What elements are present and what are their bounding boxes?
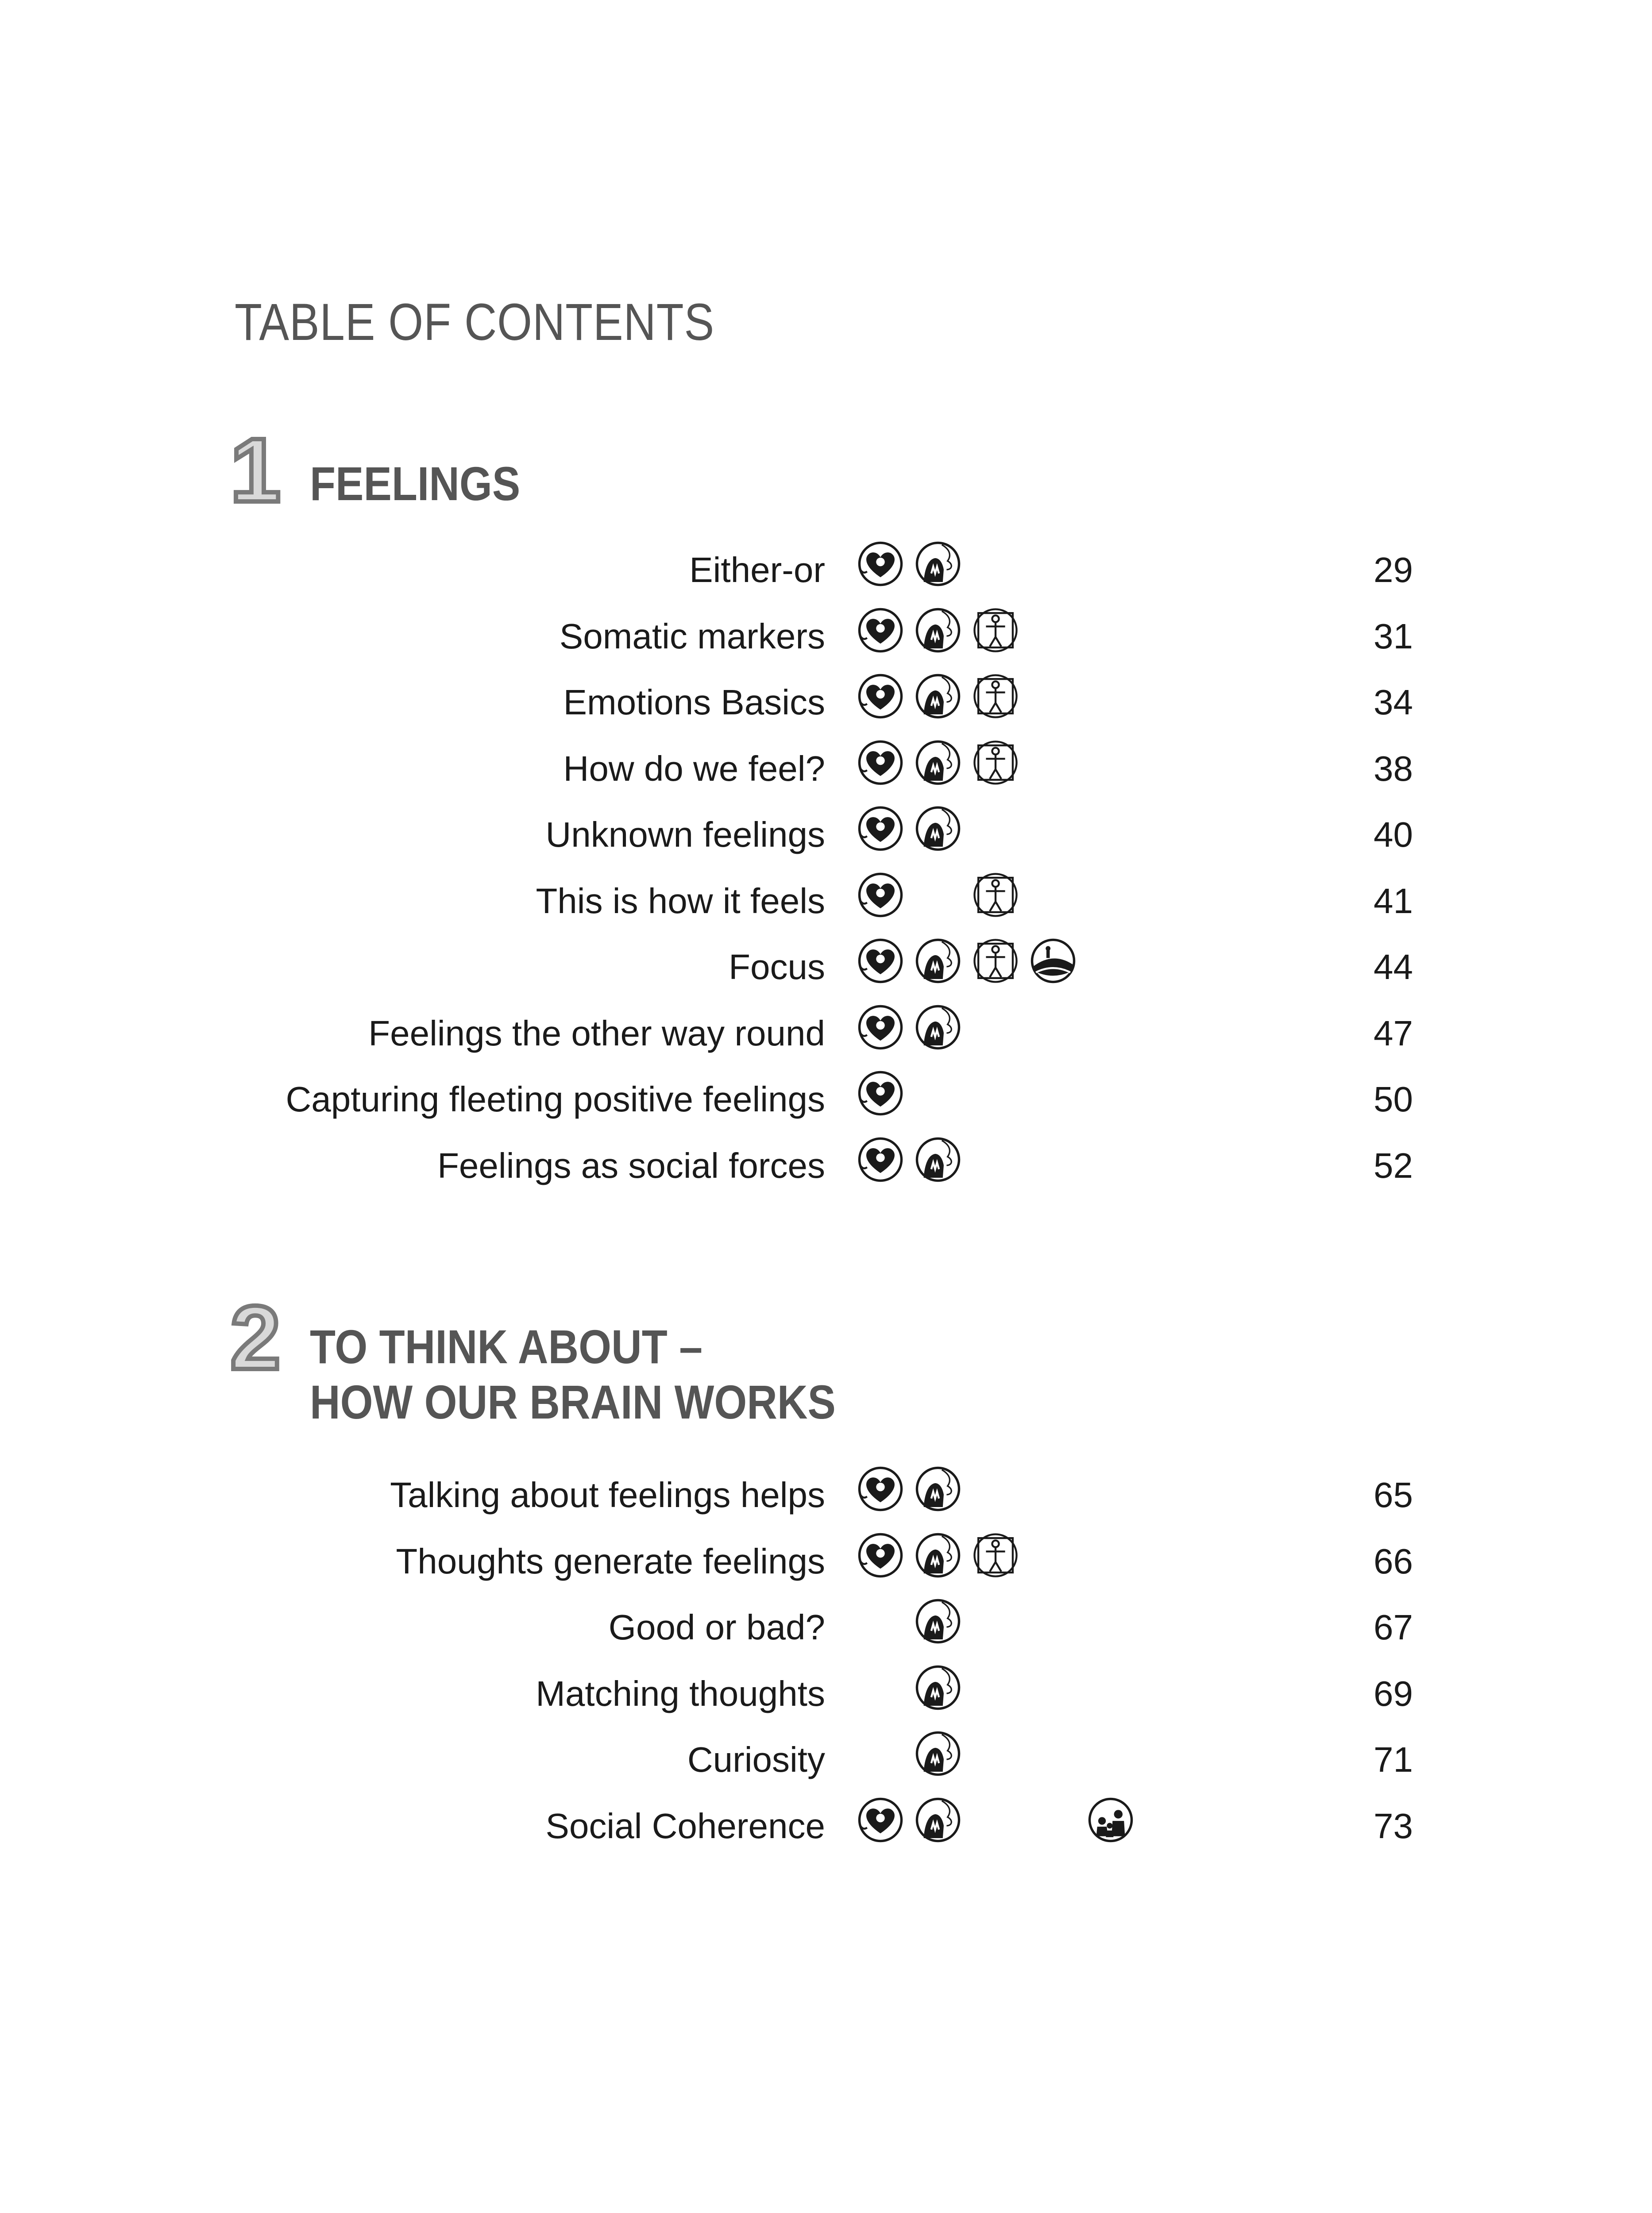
figure-icon bbox=[972, 871, 1019, 919]
entry-title: Talking about feelings helps bbox=[390, 1475, 825, 1515]
chapter-heading bbox=[310, 456, 520, 511]
heart-icon bbox=[857, 1069, 904, 1117]
entry-title: Either-or bbox=[689, 550, 825, 590]
entry-title: Unknown feelings bbox=[545, 815, 825, 854]
toc-entry[interactable] bbox=[0, 1465, 1652, 1531]
toc-entry[interactable] bbox=[0, 1531, 1652, 1598]
page-number: 67 bbox=[1374, 1608, 1413, 1647]
entry-title: Curiosity bbox=[687, 1740, 825, 1779]
heart-icon bbox=[857, 937, 904, 985]
entry-title: This is how it feels bbox=[536, 881, 825, 921]
heart-icon bbox=[857, 1465, 904, 1513]
toc-entry[interactable] bbox=[0, 1136, 1652, 1202]
face-icon bbox=[914, 739, 962, 787]
page-number: 69 bbox=[1374, 1673, 1413, 1713]
entry-title: Matching thoughts bbox=[536, 1673, 825, 1713]
chapter-heading bbox=[310, 1319, 836, 1430]
page-number: 34 bbox=[1374, 682, 1413, 722]
toc-entry[interactable] bbox=[0, 1730, 1652, 1796]
entry-title: Focus bbox=[729, 947, 825, 987]
face-icon bbox=[914, 540, 962, 588]
heart-icon bbox=[857, 540, 904, 588]
chapter-heading-line: TO THINK ABOUT – bbox=[310, 1320, 703, 1373]
face-icon bbox=[914, 805, 962, 852]
chapter-heading-line: FEELINGS bbox=[310, 457, 521, 510]
entry-title: Feelings as social forces bbox=[437, 1145, 825, 1185]
figure-icon bbox=[972, 1531, 1019, 1579]
heart-icon bbox=[857, 871, 904, 919]
page-number: 65 bbox=[1374, 1475, 1413, 1515]
entry-title: Somatic markers bbox=[559, 616, 825, 656]
landscape-icon bbox=[1029, 937, 1077, 985]
page-number: 50 bbox=[1374, 1080, 1413, 1119]
toc-entry[interactable] bbox=[0, 805, 1652, 871]
toc-entry[interactable] bbox=[0, 672, 1652, 739]
page-number: 31 bbox=[1374, 616, 1413, 656]
figure-icon bbox=[972, 937, 1019, 985]
toc-entry[interactable] bbox=[0, 937, 1652, 1003]
chapter-number: 1 bbox=[230, 420, 281, 521]
heart-icon bbox=[857, 1136, 904, 1184]
page-number: 52 bbox=[1374, 1145, 1413, 1185]
heart-icon bbox=[857, 1796, 904, 1844]
entry-title: Thoughts generate feelings bbox=[396, 1541, 825, 1581]
entry-title: Feelings the other way round bbox=[368, 1013, 825, 1053]
face-icon bbox=[914, 1664, 962, 1712]
page-number: 66 bbox=[1374, 1541, 1413, 1581]
toc-entry[interactable] bbox=[0, 540, 1652, 606]
heart-icon bbox=[857, 805, 904, 852]
face-icon bbox=[914, 1465, 962, 1513]
heart-icon bbox=[857, 672, 904, 720]
entry-title: Good or bad? bbox=[608, 1608, 825, 1647]
toc-entry[interactable] bbox=[0, 871, 1652, 937]
figure-icon bbox=[972, 672, 1019, 720]
heart-icon bbox=[857, 739, 904, 787]
toc-entry[interactable] bbox=[0, 606, 1652, 673]
face-icon bbox=[914, 1531, 962, 1579]
face-icon bbox=[914, 672, 962, 720]
toc-entry[interactable] bbox=[0, 1664, 1652, 1730]
heart-icon bbox=[857, 606, 904, 654]
page-number: 73 bbox=[1374, 1806, 1413, 1846]
face-icon bbox=[914, 1136, 962, 1184]
face-icon bbox=[914, 1796, 962, 1844]
page-number: 40 bbox=[1374, 815, 1413, 854]
face-icon bbox=[914, 937, 962, 985]
figure-icon bbox=[972, 606, 1019, 654]
page-number: 41 bbox=[1374, 881, 1413, 921]
chapter-heading-line: HOW OUR BRAIN WORKS bbox=[310, 1375, 836, 1429]
page-number: 71 bbox=[1374, 1740, 1413, 1779]
toc-entry[interactable] bbox=[0, 1796, 1652, 1862]
page-number: 29 bbox=[1374, 550, 1413, 590]
figure-icon bbox=[972, 739, 1019, 787]
toc-entry[interactable] bbox=[0, 739, 1652, 805]
page-number: 38 bbox=[1374, 748, 1413, 788]
face-icon bbox=[914, 1730, 962, 1777]
toc-entry[interactable] bbox=[0, 1597, 1652, 1664]
face-icon bbox=[914, 606, 962, 654]
entry-title: How do we feel? bbox=[563, 748, 825, 788]
heart-icon bbox=[857, 1531, 904, 1579]
face-icon bbox=[914, 1597, 962, 1645]
entry-title: Capturing fleeting positive feelings bbox=[286, 1080, 825, 1119]
face-icon bbox=[914, 1003, 962, 1051]
group-icon bbox=[1087, 1796, 1135, 1844]
heart-icon bbox=[857, 1003, 904, 1051]
page-title: TABLE OF CONTENTS bbox=[235, 293, 715, 351]
toc-entry[interactable] bbox=[0, 1069, 1652, 1136]
page-number: 44 bbox=[1374, 947, 1413, 987]
toc-entry[interactable] bbox=[0, 1003, 1652, 1070]
page-number: 47 bbox=[1374, 1013, 1413, 1053]
entry-title: Social Coherence bbox=[545, 1806, 825, 1846]
chapter-number: 2 bbox=[230, 1287, 281, 1388]
entry-title: Emotions Basics bbox=[563, 682, 825, 722]
